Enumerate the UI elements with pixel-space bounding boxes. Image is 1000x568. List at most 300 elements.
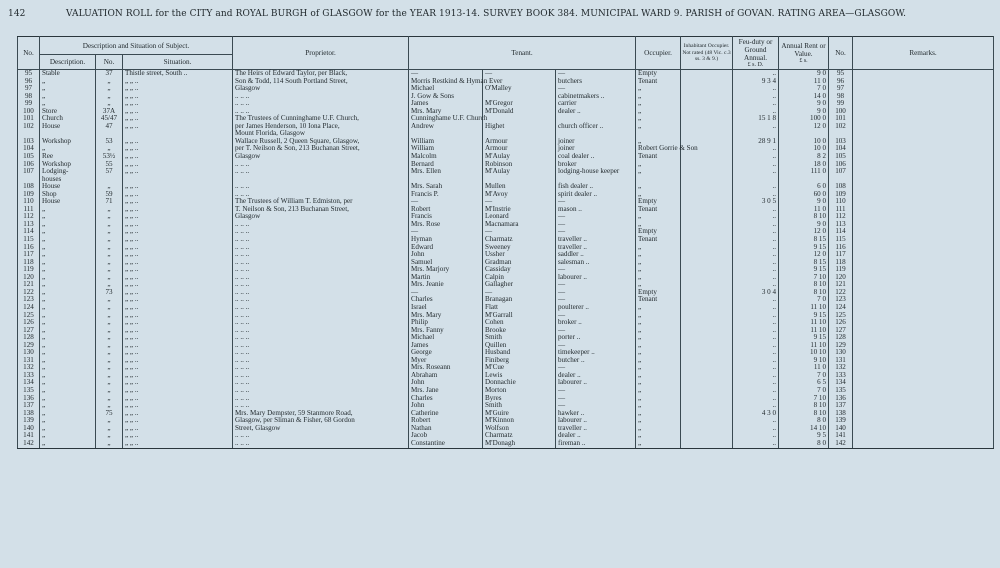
cell-tenant-surname: — xyxy=(483,70,556,78)
cell-feu-duty: .. xyxy=(733,296,779,304)
cell-inhabitant xyxy=(681,228,733,236)
cell-situation: Thistle street, South .. xyxy=(123,70,233,78)
cell-annual-rent: 9 15 xyxy=(779,312,829,320)
cell-inhabitant xyxy=(681,425,733,433)
cell-annual-rent: 7 0 xyxy=(779,85,829,93)
cell-remarks xyxy=(853,334,994,342)
cell-no-right: 105 xyxy=(829,153,853,161)
cell-no-right: 103 xyxy=(829,138,853,146)
cell-remarks xyxy=(853,312,994,320)
cell-inhabitant xyxy=(681,70,733,78)
cell-no-right: 127 xyxy=(829,327,853,335)
cell-no: 125 xyxy=(18,312,40,320)
cell-no-right: 128 xyxy=(829,334,853,342)
cell-tenant-occupation: — xyxy=(556,402,636,410)
cell-number: „ xyxy=(96,417,123,425)
cell-tenant-occupation: hawker .. xyxy=(556,410,636,418)
cell-tenant-first: Mrs. Jane xyxy=(409,387,483,395)
cell-proprietor: .. .. .. xyxy=(233,289,409,297)
cell-tenant-surname: Ussher xyxy=(483,251,556,259)
cell-remarks xyxy=(853,349,994,357)
cell-annual-rent: 7 0 xyxy=(779,372,829,380)
cell-tenant-first: — xyxy=(409,228,483,236)
cell-number: „ xyxy=(96,312,123,320)
cell-tenant-first: Hyman xyxy=(409,236,483,244)
cell-no: 101 xyxy=(18,115,40,123)
cell-situation: „ „ .. xyxy=(123,93,233,101)
cell-feu-duty: .. xyxy=(733,327,779,335)
cell-no-right: 134 xyxy=(829,379,853,387)
cell-inhabitant xyxy=(681,296,733,304)
cell-inhabitant xyxy=(681,153,733,161)
cell-no-right: 112 xyxy=(829,213,853,221)
cell-description: Stable xyxy=(40,70,96,78)
valuation-table xyxy=(17,36,994,449)
cell-feu-duty: .. xyxy=(733,228,779,236)
cell-feu-duty: .. xyxy=(733,244,779,252)
cell-situation: „ „ .. xyxy=(123,236,233,244)
cell-description: „ xyxy=(40,251,96,259)
cell-annual-rent: 9 0 xyxy=(779,198,829,206)
col-tenant: Tenant. xyxy=(409,37,636,70)
cell-tenant-surname: Robinson xyxy=(483,161,556,169)
cell-tenant-first: Nathan xyxy=(409,425,483,433)
table-row xyxy=(18,70,994,78)
cell-proprietor: .. .. .. xyxy=(233,357,409,365)
cell-annual-rent: 8 2 xyxy=(779,153,829,161)
cell-annual-rent: 9 15 xyxy=(779,266,829,274)
cell-situation: „ „ .. xyxy=(123,395,233,403)
cell-number: „ xyxy=(96,266,123,274)
cell-annual-rent: 8 0 xyxy=(779,440,829,449)
cell-situation: „ „ .. xyxy=(123,319,233,327)
cell-feu-duty: .. xyxy=(733,402,779,410)
cell-tenant-first: James xyxy=(409,342,483,350)
cell-annual-rent: 11 10 xyxy=(779,319,829,327)
cell-annual-rent: 6 5 xyxy=(779,379,829,387)
cell-remarks xyxy=(853,251,994,259)
cell-situation: „ „ .. xyxy=(123,251,233,259)
cell-occupier: „ xyxy=(636,425,681,433)
cell-tenant-occupation: labourer .. xyxy=(556,274,636,282)
cell-feu-duty: .. xyxy=(733,145,779,153)
cell-occupier: „ xyxy=(636,251,681,259)
cell-number: 47 xyxy=(96,123,123,131)
cell-no: 139 xyxy=(18,417,40,425)
cell-situation: „ „ .. xyxy=(123,372,233,380)
cell-number: 59 xyxy=(96,191,123,199)
cell-tenant-occupation: salesman .. xyxy=(556,259,636,267)
cell-no-right: 137 xyxy=(829,402,853,410)
cell-no-right: 115 xyxy=(829,236,853,244)
cell-inhabitant xyxy=(681,78,733,86)
cell-description: „ xyxy=(40,281,96,289)
cell-number: „ xyxy=(96,304,123,312)
table-row xyxy=(18,357,994,365)
cell-tenant-first: Mrs. Jeanie xyxy=(409,281,483,289)
cell-situation: „ „ .. xyxy=(123,387,233,395)
cell-remarks xyxy=(853,161,994,169)
cell-tenant-first: James xyxy=(409,100,483,108)
cell-tenant-first: — xyxy=(409,70,483,78)
cell-occupier: Empty xyxy=(636,70,681,78)
cell-tenant-first: Constantine xyxy=(409,440,483,449)
cell-remarks xyxy=(853,228,994,236)
cell-remarks xyxy=(853,440,994,449)
cell-inhabitant xyxy=(681,108,733,116)
cell-tenant-surname: Flatt xyxy=(483,304,556,312)
cell-occupier: „ xyxy=(636,115,681,123)
cell-no: 121 xyxy=(18,281,40,289)
cell-situation: „ „ .. xyxy=(123,364,233,372)
cell-description: „ xyxy=(40,221,96,229)
cell-feu-duty: .. xyxy=(733,349,779,357)
cell-remarks xyxy=(853,213,994,221)
cell-occupier: „ xyxy=(636,417,681,425)
cell-no-right: 119 xyxy=(829,266,853,274)
cell-no: 135 xyxy=(18,387,40,395)
cell-remarks xyxy=(853,176,994,184)
cell-situation: „ „ .. xyxy=(123,244,233,252)
cell-description: „ xyxy=(40,236,96,244)
cell-proprietor: .. .. .. xyxy=(233,100,409,108)
cell-proprietor: The Heirs of Edward Taylor, per Black, xyxy=(233,70,409,78)
cell-number: 45/47 xyxy=(96,115,123,123)
cell-remarks xyxy=(853,327,994,335)
cell-occupier: „ xyxy=(636,123,681,131)
cell-occupier: „ xyxy=(636,395,681,403)
cell-occupier: Empty xyxy=(636,289,681,297)
cell-occupier: Tenant xyxy=(636,296,681,304)
cell-inhabitant xyxy=(681,213,733,221)
cell-tenant-occupation: — xyxy=(556,289,636,297)
cell-number: „ xyxy=(96,78,123,86)
cell-situation: „ „ .. xyxy=(123,228,233,236)
cell-inhabitant xyxy=(681,244,733,252)
cell-feu-duty: .. xyxy=(733,342,779,350)
cell-tenant-surname: M'Gregor xyxy=(483,100,556,108)
cell-remarks xyxy=(853,198,994,206)
cell-number: „ xyxy=(96,251,123,259)
cell-description: „ xyxy=(40,395,96,403)
cell-proprietor: .. .. .. xyxy=(233,402,409,410)
cell-inhabitant xyxy=(681,281,733,289)
cell-no-right: 111 xyxy=(829,206,853,214)
cell-no-right: 125 xyxy=(829,312,853,320)
cell-number: „ xyxy=(96,85,123,93)
cell-tenant-occupation: traveller .. xyxy=(556,425,636,433)
cell-number: 71 xyxy=(96,198,123,206)
cell-no-right: 110 xyxy=(829,198,853,206)
cell-proprietor: .. .. .. xyxy=(233,372,409,380)
cell-remarks xyxy=(853,85,994,93)
cell-tenant-first: Charles xyxy=(409,395,483,403)
cell-remarks xyxy=(853,191,994,199)
cell-no: 115 xyxy=(18,236,40,244)
cell-remarks xyxy=(853,319,994,327)
cell-description: Shop xyxy=(40,191,96,199)
cell-tenant-occupation: timekeeper .. xyxy=(556,349,636,357)
cell-tenant-surname: Highet xyxy=(483,123,556,131)
cell-no: 110 xyxy=(18,198,40,206)
cell-annual-rent: 9 0 xyxy=(779,221,829,229)
cell-no: 123 xyxy=(18,296,40,304)
table-row xyxy=(18,327,994,335)
cell-no: 133 xyxy=(18,372,40,380)
cell-tenant-occupation: poulterer .. xyxy=(556,304,636,312)
cell-no-right: 131 xyxy=(829,357,853,365)
cell-tenant-first: Cunninghame U.F. Church xyxy=(409,115,483,123)
cell-feu-duty: .. xyxy=(733,395,779,403)
cell-no: 132 xyxy=(18,364,40,372)
cell-proprietor: Son & Todd, 114 South Portland Street, xyxy=(233,78,409,86)
cell-no-right: 118 xyxy=(829,259,853,267)
cell-inhabitant xyxy=(681,274,733,282)
cell-occupier: „ xyxy=(636,357,681,365)
cell-inhabitant xyxy=(681,115,733,123)
cell-no: 130 xyxy=(18,349,40,357)
cell-tenant-occupation: — xyxy=(556,395,636,403)
cell-feu-duty: .. xyxy=(733,108,779,116)
cell-tenant-surname: Sweeney xyxy=(483,244,556,252)
cell-tenant-surname: Brooke xyxy=(483,327,556,335)
cell-description: „ xyxy=(40,410,96,418)
cell-inhabitant xyxy=(681,395,733,403)
cell-tenant-first: William xyxy=(409,138,483,146)
cell-tenant-surname: M'Cue xyxy=(483,364,556,372)
table-row xyxy=(18,364,994,372)
cell-proprietor: .. .. .. xyxy=(233,395,409,403)
cell-tenant-first: Francis P. xyxy=(409,191,483,199)
cell-annual-rent: 9 0 xyxy=(779,70,829,78)
cell-tenant-occupation: labourer .. xyxy=(556,379,636,387)
cell-proprietor: .. .. .. xyxy=(233,379,409,387)
cell-annual-rent: 8 0 xyxy=(779,417,829,425)
cell-description: houses xyxy=(40,176,96,184)
cell-inhabitant xyxy=(681,206,733,214)
cell-no: 122 xyxy=(18,289,40,297)
cell-remarks xyxy=(853,183,994,191)
cell-tenant-occupation: traveller .. xyxy=(556,244,636,252)
cell-occupier: „ xyxy=(636,213,681,221)
cell-description: „ xyxy=(40,319,96,327)
cell-tenant-surname: Armour xyxy=(483,138,556,146)
cell-remarks xyxy=(853,206,994,214)
cell-remarks xyxy=(853,236,994,244)
cell-description: „ xyxy=(40,440,96,449)
cell-tenant-first: Michael xyxy=(409,334,483,342)
cell-proprietor: per James Henderson, 10 Iona Place, xyxy=(233,123,409,131)
cell-situation: „ „ .. xyxy=(123,183,233,191)
cell-proprietor: .. .. .. xyxy=(233,259,409,267)
cell-tenant-first: Andrew xyxy=(409,123,483,131)
cell-no: 140 xyxy=(18,425,40,433)
cell-tenant-surname: Husband xyxy=(483,349,556,357)
cell-tenant-occupation: broker .. xyxy=(556,319,636,327)
cell-description: Workshop xyxy=(40,161,96,169)
cell-tenant-first: John xyxy=(409,379,483,387)
cell-feu-duty: .. xyxy=(733,372,779,380)
cell-no-right: 130 xyxy=(829,349,853,357)
cell-feu-duty: .. xyxy=(733,236,779,244)
cell-no-right: 100 xyxy=(829,108,853,116)
cell-feu-duty: .. xyxy=(733,319,779,327)
cell-remarks xyxy=(853,402,994,410)
cell-tenant-surname: M'Donagh xyxy=(483,440,556,449)
cell-description: „ xyxy=(40,417,96,425)
cell-annual-rent: 7 10 xyxy=(779,274,829,282)
cell-number: „ xyxy=(96,387,123,395)
cell-situation: „ „ .. xyxy=(123,349,233,357)
cell-annual-rent: 9 0 xyxy=(779,108,829,116)
cell-tenant-first: John xyxy=(409,251,483,259)
cell-proprietor: .. .. .. xyxy=(233,161,409,169)
cell-description: Store xyxy=(40,108,96,116)
cell-tenant-surname: Calpin xyxy=(483,274,556,282)
cell-feu-duty: .. xyxy=(733,183,779,191)
cell-tenant-occupation: porter .. xyxy=(556,334,636,342)
cell-situation: „ „ .. xyxy=(123,312,233,320)
cell-feu-duty: .. xyxy=(733,425,779,433)
cell-occupier: Robert Gorrie & Son xyxy=(636,145,681,153)
cell-remarks xyxy=(853,145,994,153)
cell-tenant-first: Malcolm xyxy=(409,153,483,161)
cell-feu-duty: 3 0 4 xyxy=(733,289,779,297)
cell-no-right: 95 xyxy=(829,70,853,78)
cell-annual-rent: 9 10 xyxy=(779,357,829,365)
cell-feu-duty: .. xyxy=(733,85,779,93)
cell-tenant-first: Mrs. Marjory xyxy=(409,266,483,274)
cell-tenant-occupation: labourer .. xyxy=(556,417,636,425)
cell-number: „ xyxy=(96,244,123,252)
cell-proprietor: The Trustees of Cunninghame U.F. Church, xyxy=(233,115,409,123)
cell-situation: „ „ .. xyxy=(123,100,233,108)
cell-tenant-first: Bernard xyxy=(409,161,483,169)
table-row xyxy=(18,244,994,252)
cell-occupier: „ xyxy=(636,85,681,93)
cell-no-right: 139 xyxy=(829,417,853,425)
cell-no: 119 xyxy=(18,266,40,274)
cell-tenant-surname: Branagan xyxy=(483,296,556,304)
cell-description: „ xyxy=(40,85,96,93)
cell-description: „ xyxy=(40,372,96,380)
cell-tenant-surname: Donnachie xyxy=(483,379,556,387)
cell-no: 107 xyxy=(18,168,40,176)
cell-tenant-occupation: — xyxy=(556,296,636,304)
cell-no: 126 xyxy=(18,319,40,327)
cell-tenant-first: Jacob xyxy=(409,432,483,440)
cell-inhabitant xyxy=(681,259,733,267)
cell-annual-rent: 8 10 xyxy=(779,402,829,410)
cell-tenant-first: Israel xyxy=(409,304,483,312)
cell-tenant-first: Mrs. Rose xyxy=(409,221,483,229)
cell-situation xyxy=(123,130,233,138)
cell-tenant-surname: M'Avoy xyxy=(483,191,556,199)
cell-tenant-occupation: joiner xyxy=(556,138,636,146)
table-row xyxy=(18,440,994,449)
cell-situation: „ „ .. xyxy=(123,402,233,410)
table-body xyxy=(18,70,994,449)
cell-occupier: „ xyxy=(636,191,681,199)
cell-no-right: 140 xyxy=(829,425,853,433)
cell-feu-duty: .. xyxy=(733,70,779,78)
cell-annual-rent: 8 15 xyxy=(779,236,829,244)
cell-description: „ xyxy=(40,357,96,365)
cell-number: „ xyxy=(96,100,123,108)
cell-description: „ xyxy=(40,266,96,274)
cell-number: 53½ xyxy=(96,153,123,161)
cell-annual-rent: 12 0 xyxy=(779,251,829,259)
cell-remarks xyxy=(853,304,994,312)
cell-annual-rent: 8 10 xyxy=(779,281,829,289)
cell-no-right: 108 xyxy=(829,183,853,191)
cell-inhabitant xyxy=(681,251,733,259)
cell-tenant-first: George xyxy=(409,349,483,357)
cell-description: House xyxy=(40,123,96,131)
cell-number: „ xyxy=(96,334,123,342)
cell-description: House xyxy=(40,198,96,206)
cell-description: „ xyxy=(40,296,96,304)
cell-feu-duty: .. xyxy=(733,266,779,274)
cell-feu-duty: .. xyxy=(733,312,779,320)
cell-number: „ xyxy=(96,402,123,410)
cell-tenant-surname: Byres xyxy=(483,395,556,403)
cell-no-right: 121 xyxy=(829,281,853,289)
cell-annual-rent: 60 0 xyxy=(779,191,829,199)
cell-feu-duty: .. xyxy=(733,417,779,425)
cell-situation: „ „ .. xyxy=(123,123,233,131)
page-header xyxy=(6,8,992,24)
cell-inhabitant xyxy=(681,266,733,274)
cell-number: „ xyxy=(96,372,123,380)
cell-remarks xyxy=(853,130,994,138)
cell-occupier: „ xyxy=(636,379,681,387)
cell-tenant-first: Charles xyxy=(409,296,483,304)
cell-no: 95 xyxy=(18,70,40,78)
cell-tenant-first: Mrs. Roseann xyxy=(409,364,483,372)
cell-number: „ xyxy=(96,296,123,304)
cell-tenant-occupation: joiner xyxy=(556,145,636,153)
cell-no: 108 xyxy=(18,183,40,191)
cell-description: „ xyxy=(40,78,96,86)
cell-situation: „ „ .. xyxy=(123,198,233,206)
cell-occupier: Empty xyxy=(636,228,681,236)
cell-inhabitant xyxy=(681,417,733,425)
cell-remarks xyxy=(853,274,994,282)
cell-remarks xyxy=(853,417,994,425)
cell-proprietor: .. .. .. xyxy=(233,342,409,350)
cell-remarks xyxy=(853,364,994,372)
cell-feu-duty: .. xyxy=(733,387,779,395)
cell-inhabitant xyxy=(681,312,733,320)
table-row xyxy=(18,168,994,176)
cell-inhabitant xyxy=(681,304,733,312)
cell-no: 99 xyxy=(18,100,40,108)
cell-annual-rent: 8 10 xyxy=(779,410,829,418)
cell-occupier: „ xyxy=(636,304,681,312)
cell-feu-duty: .. xyxy=(733,281,779,289)
cell-description: „ xyxy=(40,402,96,410)
cell-situation: „ „ .. xyxy=(123,78,233,86)
cell-proprietor: .. .. .. xyxy=(233,334,409,342)
cell-tenant-first: John xyxy=(409,402,483,410)
cell-no: 105 xyxy=(18,153,40,161)
cell-inhabitant xyxy=(681,130,733,138)
cell-proprietor: .. .. .. xyxy=(233,168,409,176)
cell-annual-rent: 14 10 xyxy=(779,425,829,433)
cell-situation: „ „ .. xyxy=(123,168,233,176)
cell-tenant-surname: M'Aulay xyxy=(483,168,556,176)
